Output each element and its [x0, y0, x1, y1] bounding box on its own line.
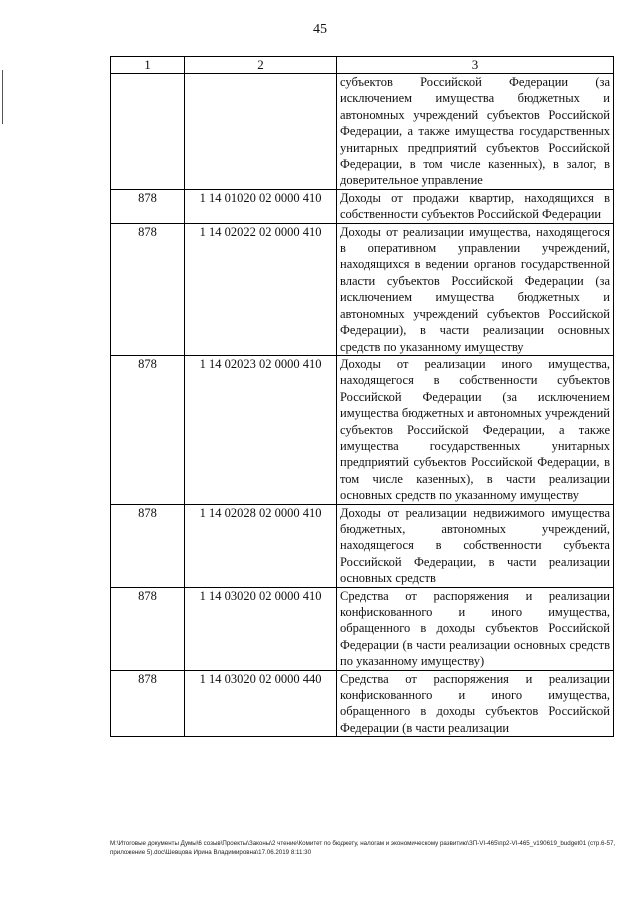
description-cell: Доходы от реализации иного имущества, находящегося в собственности субъектов Российской Федерации (за исключением имущества бюджетных и автономных учреждений субъектов Российской Федерации, а также имущества государственных унитарных предприятий субъектов Российской Федерации, в том числе казенных), в части реализации основных средств по указанному имуществу [337, 355, 614, 504]
description-cell: Доходы от реализации недвижимого имущества бюджетных, автономных учреждений, находящегося в собственности субъекта Российской Федерации, в части реализации основных средств [337, 504, 614, 587]
budget-code-cell [185, 74, 337, 190]
table-row [111, 355, 614, 504]
description-cell: Средства от распоряжения и реализации конфискованного и иного имущества, обращенного в доходы субъектов Российской Федерации (в части реализации основных средств по указанному имуществу) [337, 587, 614, 670]
description-cell: Доходы от продажи квартир, находящихся в собственности субъектов Российской Федерации [337, 189, 614, 223]
budget-code-cell: 1 14 01020 02 0000 410 [185, 189, 337, 223]
description-cell: субъектов Российской Федерации (за исключением имущества бюджетных и автономных учреждений субъектов Российской Федерации, а также имущества государственных унитарных предприятий субъектов Российской Федерации, в том числе казенных), в залог, в доверительное управление [337, 74, 614, 190]
admin-code-cell: 878 [111, 355, 185, 504]
budget-code-cell: 1 14 02028 02 0000 410 [185, 504, 337, 587]
admin-code-cell: 878 [111, 223, 185, 355]
revenue-codes-table [110, 56, 614, 737]
budget-code-cell: 1 14 03020 02 0000 440 [185, 670, 337, 737]
description-cell: Средства от распоряжения и реализации конфискованного и иного имущества, обращенного в доходы субъектов Российской Федерации (в части реализации [337, 670, 614, 737]
budget-code-cell: 1 14 03020 02 0000 410 [185, 587, 337, 670]
admin-code-cell: 878 [111, 504, 185, 587]
admin-code-cell: 878 [111, 189, 185, 223]
budget-code-cell: 1 14 02022 02 0000 410 [185, 223, 337, 355]
column-header-1: 1 [111, 57, 185, 74]
budget-code-cell: 1 14 02023 02 0000 410 [185, 355, 337, 504]
column-header-3: 3 [337, 57, 614, 74]
description-cell: Доходы от реализации имущества, находящегося в оперативном управлении учреждений, находящихся в ведении органов государственной власти субъектов Российской Федерации (за исключением имущества бюджетных и автономных учреждений субъектов Российской Федерации), в части реализации основных средств по указанному имуществу [337, 223, 614, 355]
admin-code-cell: 878 [111, 587, 185, 670]
table-row [111, 587, 614, 670]
page-number: 45 [313, 22, 327, 37]
table-row [111, 223, 614, 355]
table-header-row [111, 57, 614, 74]
table-row [111, 74, 614, 190]
admin-code-cell: 878 [111, 670, 185, 737]
column-header-2: 2 [185, 57, 337, 74]
file-path-footer: M:\Итоговые документы Думы\6 созыв\Проекты\Законы\2 чтение\Комитет по бюджету, налогам и экономическому развитию\ЗП-VI-465\пр2-VI-465_v190619_budget01 (стр.6-57, приложение 5).doc\Шевцова Ирина Владимировна\17.06.2019 8:11:30 [110, 840, 616, 856]
admin-code-cell [111, 74, 185, 190]
table-row [111, 504, 614, 587]
table-row [111, 189, 614, 223]
margin-mark [2, 70, 3, 124]
table-row [111, 670, 614, 737]
